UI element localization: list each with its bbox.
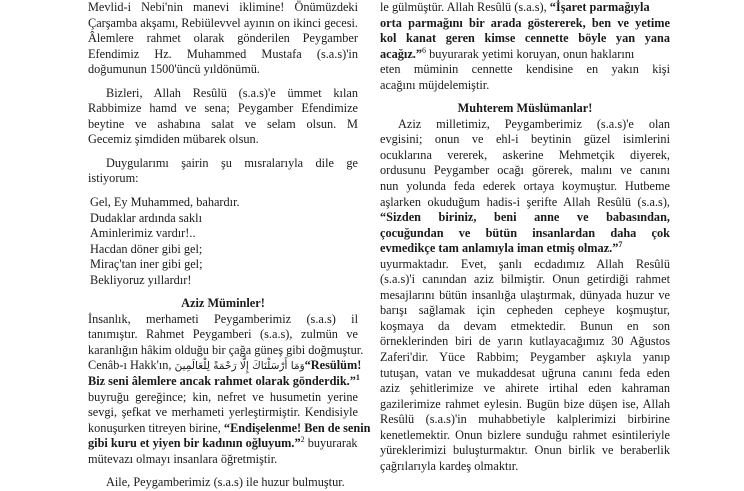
text-line: tutuşan, vatan ve mukaddesat uğruna canını feda eden — [380, 365, 670, 380]
quote-text: “Endişelenme! Ben de senin — [223, 420, 371, 435]
text-line: Zaferi'dir. Yüce Rabbim; Peygamber aşkıyla yanıp — [380, 350, 670, 365]
footnote-ref: 7 — [618, 240, 623, 250]
paragraph-mevlid — [88, 0, 358, 78]
text-line: uyurmaktadır. Evet, şanlı ecdadımız Allah Resûlü — [380, 256, 670, 271]
text-line: örneklerinden biri de yarın kutlayacağımız 30 Ağustos — [380, 334, 670, 349]
text-line: aziz şehitlerimize ve ahirete irtihal eden kahraman — [380, 381, 670, 396]
section-heading: Aziz Müminler! — [181, 296, 265, 311]
paragraph-nation — [380, 117, 670, 475]
text-line: Gecemiz şimdiden mübarek olsun. — [88, 132, 259, 147]
text-line: evgisini; onun ve ehl-i beytinin güzel isimlerini — [380, 132, 670, 147]
text-line: Aziz milletimiz, Peygamberimiz (s.a.s)'e olan — [398, 116, 670, 131]
text-line: doğumunun 1500'üncü yıldönümü. — [88, 62, 260, 77]
poem-line: Bekliyoruz yıllardır! — [90, 272, 192, 287]
text-line: Rabbimize hamd ve sena; Peygamber Efendimize — [88, 101, 358, 116]
text-line: karanlığın hâkim olduğu bir çağa güneş gibi doğmuştur. — [88, 342, 364, 357]
text-line: koşmaya da devam etmektedir. Bunun en son — [380, 318, 670, 333]
paragraph-poet-intro — [88, 156, 358, 187]
text-span: buyurarak — [304, 436, 358, 451]
text-line: acağını müjdelemiştir. — [380, 77, 490, 92]
quran-quote-line — [88, 358, 362, 374]
text-line: Aile, Peygamberimiz (s.a.s) ile huzur bulmuştur. — [106, 475, 345, 490]
quote-text: gibi kuru et yiyen bir kadının oğluyum.” — [88, 436, 301, 451]
text-line: mesajlarını bütün insanlığa ulaştırmak, dünyada huzur ve — [380, 287, 670, 302]
poem-line: Hacdan döner gibi gel; — [90, 241, 203, 256]
footnote-ref: 1 — [355, 372, 360, 382]
left-column — [88, 0, 371, 491]
arabic-verse: وَمَا أَرْسَلْنَاكَ إِلَّا رَحْمَةً لِلْعَالَمِينَ — [174, 360, 305, 373]
text-line — [380, 0, 670, 16]
text-line: İnsanlık, merhameti Peygamberimiz (s.a.s) il — [88, 311, 358, 326]
text-line: Bizleri, Allah Resûlü (s.a.s)'e ümmet kılan — [106, 85, 358, 100]
quote-open: “Resülüm! — [304, 358, 362, 373]
quote-intro: Cenâb-ı Hakk'ın, — [88, 358, 172, 373]
poem-line: Aminlerimiz vardır!.. — [90, 226, 196, 241]
quote-line: kol kanat geren kimse cennette böyle yan yana — [380, 31, 670, 46]
text-line: eten müminin cennette kendisine en yakın kişi — [380, 62, 670, 77]
poem-line: Dudaklar ardında saklı — [90, 210, 202, 225]
section-heading: Muhterem Müslümanlar! — [457, 101, 593, 116]
right-column — [380, 0, 670, 474]
poem — [88, 195, 358, 288]
quote-text: evmedikçe tam anlamıyla iman etmiş olmaz.” — [380, 241, 619, 256]
paragraph-mercy — [88, 311, 371, 467]
text-line: ocuklarına vererek, askerine Mehmetçik diyerek, — [380, 147, 670, 162]
text-line: gazilerimize rahmet eylesin. Bugün bize düşen ise, Allah — [380, 396, 670, 411]
text-line: sevgi, şefkat ve merhameti yerleştirmiştir. Kendisiyle — [88, 405, 358, 420]
text-line: (s.a.s)'i canından aziz bilmiştir. Onun getirdiği rahmet — [380, 272, 670, 287]
text-line: Çarşamba akşamı, Rebiülevvel ayının on ikinci gecesi. — [88, 15, 358, 30]
text-span: buyurarak yetimi koruyan, onun haklarını — [426, 46, 635, 61]
text-line: buyruğu gereğince; kin, nefret ve husumetin yerine — [88, 389, 358, 404]
text-line: barışı sağlamak için cepheden cepheye koşmuştur, — [380, 303, 670, 318]
poem-line: Gel, Ey Muhammed, bahardır. — [90, 195, 240, 210]
text-line: ordusunu Peygamber ocağı görerek, malını ve canını — [380, 163, 670, 178]
quote-text: acağız.” — [380, 46, 423, 61]
paragraph-orphan — [380, 0, 670, 93]
text-line: Âlemlere rahmet olarak gönderilen Peygamber — [88, 31, 358, 46]
text-span: le gülmüştür. Allah Resûlü (s.a.s), — [380, 0, 547, 14]
text-span: konuşurken titreyen birine, — [88, 420, 221, 435]
text-line: istiyorum: — [88, 171, 139, 186]
quote-line — [380, 241, 670, 257]
text-line: aşlarken okuduğum hadis-i şerifte Allah Resûlü (s.a.s), — [380, 194, 670, 209]
footnote-ref: 6 — [422, 45, 427, 55]
text-line — [88, 436, 358, 452]
text-line: nun yolunda feda ederek ortaya koymuştur. Hutbeme — [380, 179, 670, 194]
text-line — [380, 47, 670, 63]
footnote-ref: 2 — [300, 435, 305, 445]
text-line: kenetlemektir. Onun bizlere sunduğu rahmet esintileriyle — [380, 427, 670, 442]
text-line: Duygularımı şairin şu mısralarıyla dile ge — [106, 155, 358, 170]
quote-text: “İşaret parmağıyla — [549, 0, 650, 14]
quote-line: orta parmağını bir arada göstererek, ben ve yetime — [380, 15, 670, 30]
text-line: yüreklerimizi buluşturmaktır. Onun birlik ve beraberlik — [380, 443, 670, 458]
quote-text: Biz seni âlemlere ancak rahmet olarak gönderdik.” — [88, 374, 356, 389]
quote-line — [88, 374, 358, 390]
text-line: Mevlid-i Nebi'nin manevi iklimine! Önümüzdeki — [88, 0, 358, 14]
text-line: Resûlü (s.a.s)'in muhabbetiyle kalplerimizi birbirine — [380, 412, 670, 427]
quote-line: çocuğundan ve bütün insanlardan daha çok — [380, 225, 670, 240]
paragraph-praise — [88, 86, 358, 148]
text-line: mütevazı olmayı insanlara öğretmiştir. — [88, 451, 278, 466]
text-line: Efendimiz Hz. Muhammed Mustafa (s.a.s)'in — [88, 46, 358, 61]
text-line — [88, 420, 371, 437]
text-line: beytine ve ashabına salat ve selam olsun. M — [88, 116, 358, 131]
text-line: çağrılarıyla kardeş olmaktır. — [380, 458, 519, 473]
text-line: tanımıştır. Rahmet Peygamberi (s.a.s), zulmün ve — [88, 327, 358, 342]
quote-line: “Sizden biriniz, beni anne ve babasından, — [380, 210, 670, 225]
poem-line: Miraç'tan iner gibi gel; — [90, 257, 203, 272]
